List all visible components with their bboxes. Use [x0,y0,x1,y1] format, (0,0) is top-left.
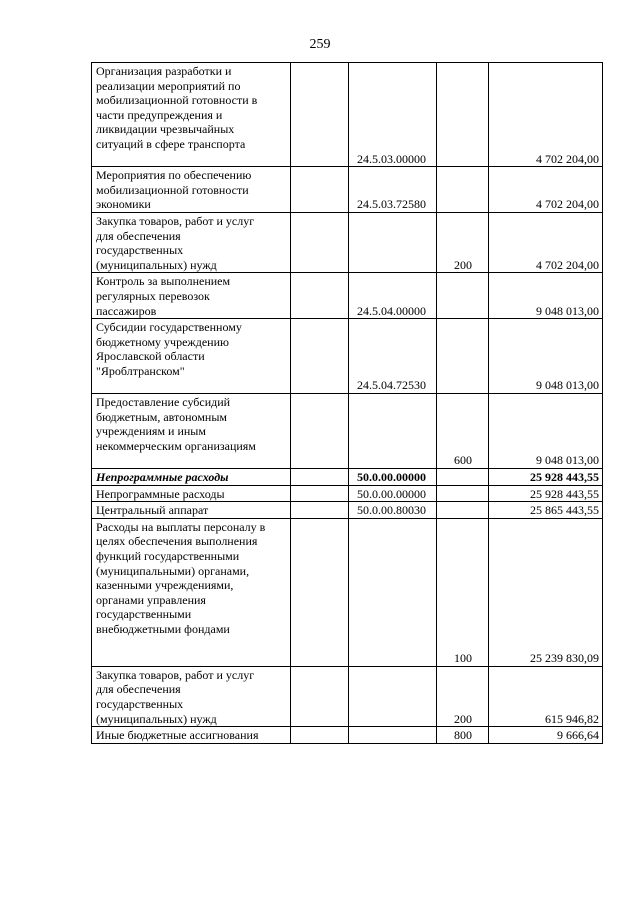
row-program-cell [291,63,349,167]
table-row [92,273,603,319]
row-amount-cell: 9 048 013,00 [489,394,603,469]
row-program-cell [291,518,349,666]
row-amount-cell: 615 946,82 [489,666,603,726]
table-row [92,502,603,519]
row-program-cell [291,469,349,486]
row-amount-cell: 4 702 204,00 [489,63,603,167]
row-expense-type-cell: 100 [437,518,489,666]
row-expense-type-cell [437,273,489,319]
row-program-cell [291,485,349,502]
table-row [92,666,603,726]
row-amount-cell: 25 928 443,55 [489,469,603,486]
row-code-cell [349,518,437,666]
row-amount-cell: 9 048 013,00 [489,319,603,394]
row-name-cell: Расходы на выплаты персоналу в целях обеспечения выполнения функций государственными (муниципальными) органами, казенными учреждениями, органами управления государственными внебюджетными фондами [92,518,291,666]
table-row [92,319,603,394]
row-expense-type-cell [437,502,489,519]
row-code-cell [349,212,437,272]
row-code-cell: 24.5.04.00000 [349,273,437,319]
table-row [92,469,603,486]
row-name-cell: Организация разработки и реализации мероприятий по мобилизационной готовности в части предупреждения и ликвидации чрезвычайных ситуаций в сфере транспорта [92,63,291,167]
row-amount-cell: 4 702 204,00 [489,167,603,213]
row-code-cell: 24.5.03.72580 [349,167,437,213]
row-amount-cell: 4 702 204,00 [489,212,603,272]
row-program-cell [291,502,349,519]
row-program-cell [291,727,349,744]
row-amount-cell: 25 928 443,55 [489,485,603,502]
row-name-cell: Контроль за выполнением регулярных перевозок пассажиров [92,273,291,319]
row-name-cell: Непрограммные расходы [92,485,291,502]
row-name-cell: Мероприятия по обеспечению мобилизационной готовности экономики [92,167,291,213]
table-row [92,727,603,744]
row-expense-type-cell [437,63,489,167]
page-number: 259 [309,37,331,52]
row-program-cell [291,212,349,272]
row-code-cell: 24.5.04.72530 [349,319,437,394]
row-program-cell [291,273,349,319]
row-code-cell: 50.0.00.00000 [349,485,437,502]
row-expense-type-cell [437,319,489,394]
row-program-cell [291,394,349,469]
row-expense-type-cell: 800 [437,727,489,744]
row-expense-type-cell [437,485,489,502]
row-name-cell: Иные бюджетные ассигнования [92,727,291,744]
table-row [92,63,603,167]
row-program-cell [291,319,349,394]
table-row [92,485,603,502]
row-code-cell [349,666,437,726]
row-code-cell [349,394,437,469]
row-amount-cell: 9 666,64 [489,727,603,744]
row-amount-cell: 25 865 443,55 [489,502,603,519]
table-row [92,212,603,272]
row-name-cell: Субсидии государственному бюджетному учреждению Ярославской области "Яроблтранском" [92,319,291,394]
row-code-cell: 50.0.00.80030 [349,502,437,519]
table-row [92,518,603,666]
row-expense-type-cell [437,469,489,486]
row-expense-type-cell: 200 [437,666,489,726]
row-name-cell: Предоставление субсидий бюджетным, автономным учреждениям и иным некоммерческим организациям [92,394,291,469]
row-code-cell: 50.0.00.00000 [349,469,437,486]
budget-table [91,62,603,744]
row-name-cell: Непрограммные расходы [92,469,291,486]
row-program-cell [291,167,349,213]
table-row [92,394,603,469]
row-code-cell [349,727,437,744]
row-expense-type-cell: 200 [437,212,489,272]
row-expense-type-cell: 600 [437,394,489,469]
row-name-cell: Закупка товаров, работ и услуг для обеспечения государственных (муниципальных) нужд [92,212,291,272]
row-name-cell: Закупка товаров, работ и услуг для обеспечения государственных (муниципальных) нужд [92,666,291,726]
row-code-cell: 24.5.03.00000 [349,63,437,167]
row-name-cell: Центральный аппарат [92,502,291,519]
row-program-cell [291,666,349,726]
row-amount-cell: 9 048 013,00 [489,273,603,319]
row-expense-type-cell [437,167,489,213]
row-amount-cell: 25 239 830,09 [489,518,603,666]
table-row [92,167,603,213]
